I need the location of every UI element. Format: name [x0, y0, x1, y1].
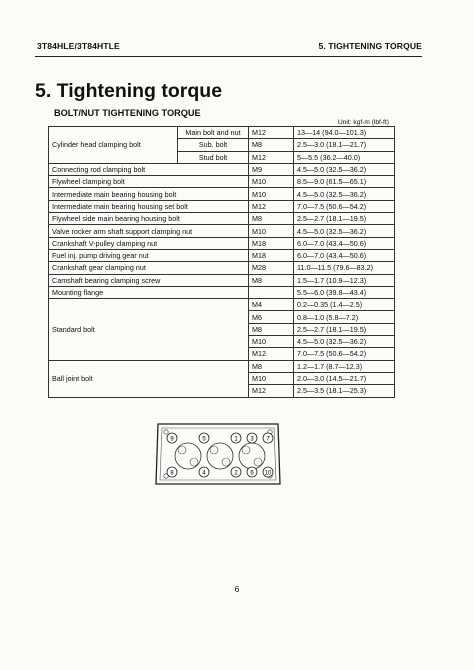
size-cell: M8 — [249, 139, 294, 151]
bolt-marker — [231, 433, 241, 443]
table-row — [49, 188, 395, 200]
size-cell: M18 — [249, 237, 294, 249]
table-row — [49, 262, 395, 274]
torque-value-cell: 8.5—9.0 (61.5—65.1) — [294, 176, 395, 188]
table-row — [49, 360, 395, 372]
item-cell: Flywheel clamping bolt — [49, 176, 249, 188]
torque-value-cell: 4.5—5.0 (32.5—36.2) — [294, 163, 395, 175]
size-cell: M28 — [249, 262, 294, 274]
item-cell: Crankshaft gear clamping nut — [49, 262, 249, 274]
torque-value-cell: 0.2—0.35 (1.4—2.5) — [294, 299, 395, 311]
table-row — [49, 299, 395, 311]
table-row — [49, 286, 395, 298]
table-row — [49, 249, 395, 261]
torque-value-cell: 5.5—6.0 (39.8—43.4) — [294, 286, 395, 298]
torque-value-cell: 6.0—7.0 (43.4—50.6) — [294, 249, 395, 261]
section-subtitle: BOLT/NUT TIGHTENING TORQUE — [54, 108, 201, 118]
svg-text:6: 6 — [250, 470, 254, 477]
svg-text:7: 7 — [266, 436, 270, 443]
table-row — [49, 237, 395, 249]
torque-value-cell: 2.5—3.5 (18.1—25.3) — [294, 385, 395, 397]
size-cell: M10 — [249, 188, 294, 200]
torque-value-cell: 2.5—2.7 (18.1—19.5) — [294, 323, 395, 335]
valve-port — [254, 458, 262, 466]
torque-table — [48, 126, 395, 398]
torque-value-cell: 7.0—7.5 (50.6—54.2) — [294, 200, 395, 212]
torque-value-cell: 4.5—5.0 (32.5—36.2) — [294, 336, 395, 348]
sub-bolt-hole — [164, 430, 168, 434]
bolt-marker — [199, 433, 209, 443]
sub-item-cell: Sub. bolt — [178, 139, 249, 151]
item-cell: Crankshaft V-pulley clamping nut — [49, 237, 249, 249]
torque-value-cell: 7.0—7.5 (50.6—54.2) — [294, 348, 395, 360]
header-divider — [35, 56, 422, 57]
cylinder-bore — [207, 443, 233, 469]
svg-text:3: 3 — [250, 436, 254, 443]
svg-text:2: 2 — [234, 470, 238, 477]
bolt-marker — [263, 467, 273, 477]
bolt-marker — [167, 467, 177, 477]
svg-text:8: 8 — [170, 470, 174, 477]
bolt-marker — [247, 467, 257, 477]
torque-value-cell: 6.0—7.0 (43.4—50.6) — [294, 237, 395, 249]
table-row — [49, 176, 395, 188]
cylinder-bore — [175, 443, 201, 469]
valve-port — [242, 446, 250, 454]
torque-value-cell: 5—5.5 (36.2—40.0) — [294, 151, 395, 163]
size-cell: M8 — [249, 360, 294, 372]
valve-port — [190, 458, 198, 466]
item-cell: Intermediate main bearing housing bolt — [49, 188, 249, 200]
svg-text:1: 1 — [234, 436, 238, 443]
item-cell: Flywheel side main bearing housing bolt — [49, 213, 249, 225]
torque-value-cell: 1.2—1.7 (8.7—12.3) — [294, 360, 395, 372]
torque-value-cell: 0.8—1.0 (5.8—7.2) — [294, 311, 395, 323]
size-cell: M12 — [249, 385, 294, 397]
torque-value-cell: 2.5—3.0 (18.1—21.7) — [294, 139, 395, 151]
size-cell: M10 — [249, 176, 294, 188]
table-row — [49, 163, 395, 175]
svg-text:4: 4 — [202, 470, 206, 477]
bolt-marker — [167, 433, 177, 443]
cylinder-head-diagram — [152, 418, 284, 490]
size-cell: M12 — [249, 127, 294, 139]
cylinder-bore — [239, 443, 265, 469]
size-cell: M8 — [249, 274, 294, 286]
item-cell: Cylinder head clamping bolt — [49, 127, 178, 164]
size-cell: M12 — [249, 348, 294, 360]
svg-text:5: 5 — [202, 436, 206, 443]
page-title: 5. Tightening torque — [35, 80, 223, 102]
table-row — [49, 213, 395, 225]
size-cell: M10 — [249, 225, 294, 237]
torque-value-cell: 2.5—2.7 (18.1—19.5) — [294, 213, 395, 225]
size-cell: M8 — [249, 323, 294, 335]
item-cell: Mounting flange — [49, 286, 249, 298]
size-cell: M12 — [249, 200, 294, 212]
sub-item-cell: Main bolt and nut — [178, 127, 249, 139]
table-row — [49, 225, 395, 237]
svg-text:9: 9 — [170, 436, 174, 443]
sub-item-cell: Stud bolt — [178, 151, 249, 163]
torque-value-cell: 2.0—3.0 (14.5—21.7) — [294, 372, 395, 384]
svg-text:10: 10 — [264, 470, 272, 477]
bolt-marker — [263, 433, 273, 443]
size-cell: M6 — [249, 311, 294, 323]
item-cell: Standard bolt — [49, 299, 249, 360]
valve-port — [178, 446, 186, 454]
size-cell: M12 — [249, 151, 294, 163]
cylinder-head-inner-outline — [160, 428, 276, 480]
torque-value-cell: 4.5—5.0 (32.5—36.2) — [294, 225, 395, 237]
bolt-marker — [199, 467, 209, 477]
item-cell: Connecting rod clamping bolt — [49, 163, 249, 175]
size-cell — [249, 286, 294, 298]
size-cell: M10 — [249, 372, 294, 384]
bolt-marker — [247, 433, 257, 443]
valve-port — [210, 446, 218, 454]
size-cell: M8 — [249, 213, 294, 225]
size-cell: M9 — [249, 163, 294, 175]
header-section: 5. TIGHTENING TORQUE — [318, 41, 422, 51]
size-cell: M10 — [249, 336, 294, 348]
valve-port — [222, 458, 230, 466]
table-row — [49, 127, 395, 139]
table-row — [49, 200, 395, 212]
size-cell: M18 — [249, 249, 294, 261]
bolt-marker — [231, 467, 241, 477]
size-cell: M4 — [249, 299, 294, 311]
torque-value-cell: 4.5—5.0 (32.5—36.2) — [294, 188, 395, 200]
page-number: 6 — [234, 584, 240, 594]
item-cell: Valve rocker arm shaft support clamping nut — [49, 225, 249, 237]
item-cell: Intermediate main bearing housing set bolt — [49, 200, 249, 212]
item-cell: Ball joint bolt — [49, 360, 249, 397]
torque-value-cell: 1.5—1.7 (10.9—12.3) — [294, 274, 395, 286]
item-cell: Camshaft bearing clamping screw — [49, 274, 249, 286]
torque-value-cell: 11.0—11.5 (79.6—83.2) — [294, 262, 395, 274]
torque-value-cell: 13—14 (94.0—101.3) — [294, 127, 395, 139]
header-model: 3T84HLE/3T84HTLE — [37, 41, 120, 51]
unit-note: Unit: kgf-m (lbf-ft) — [338, 119, 389, 126]
item-cell: Fuel inj. pump driving gear nut — [49, 249, 249, 261]
table-row — [49, 274, 395, 286]
